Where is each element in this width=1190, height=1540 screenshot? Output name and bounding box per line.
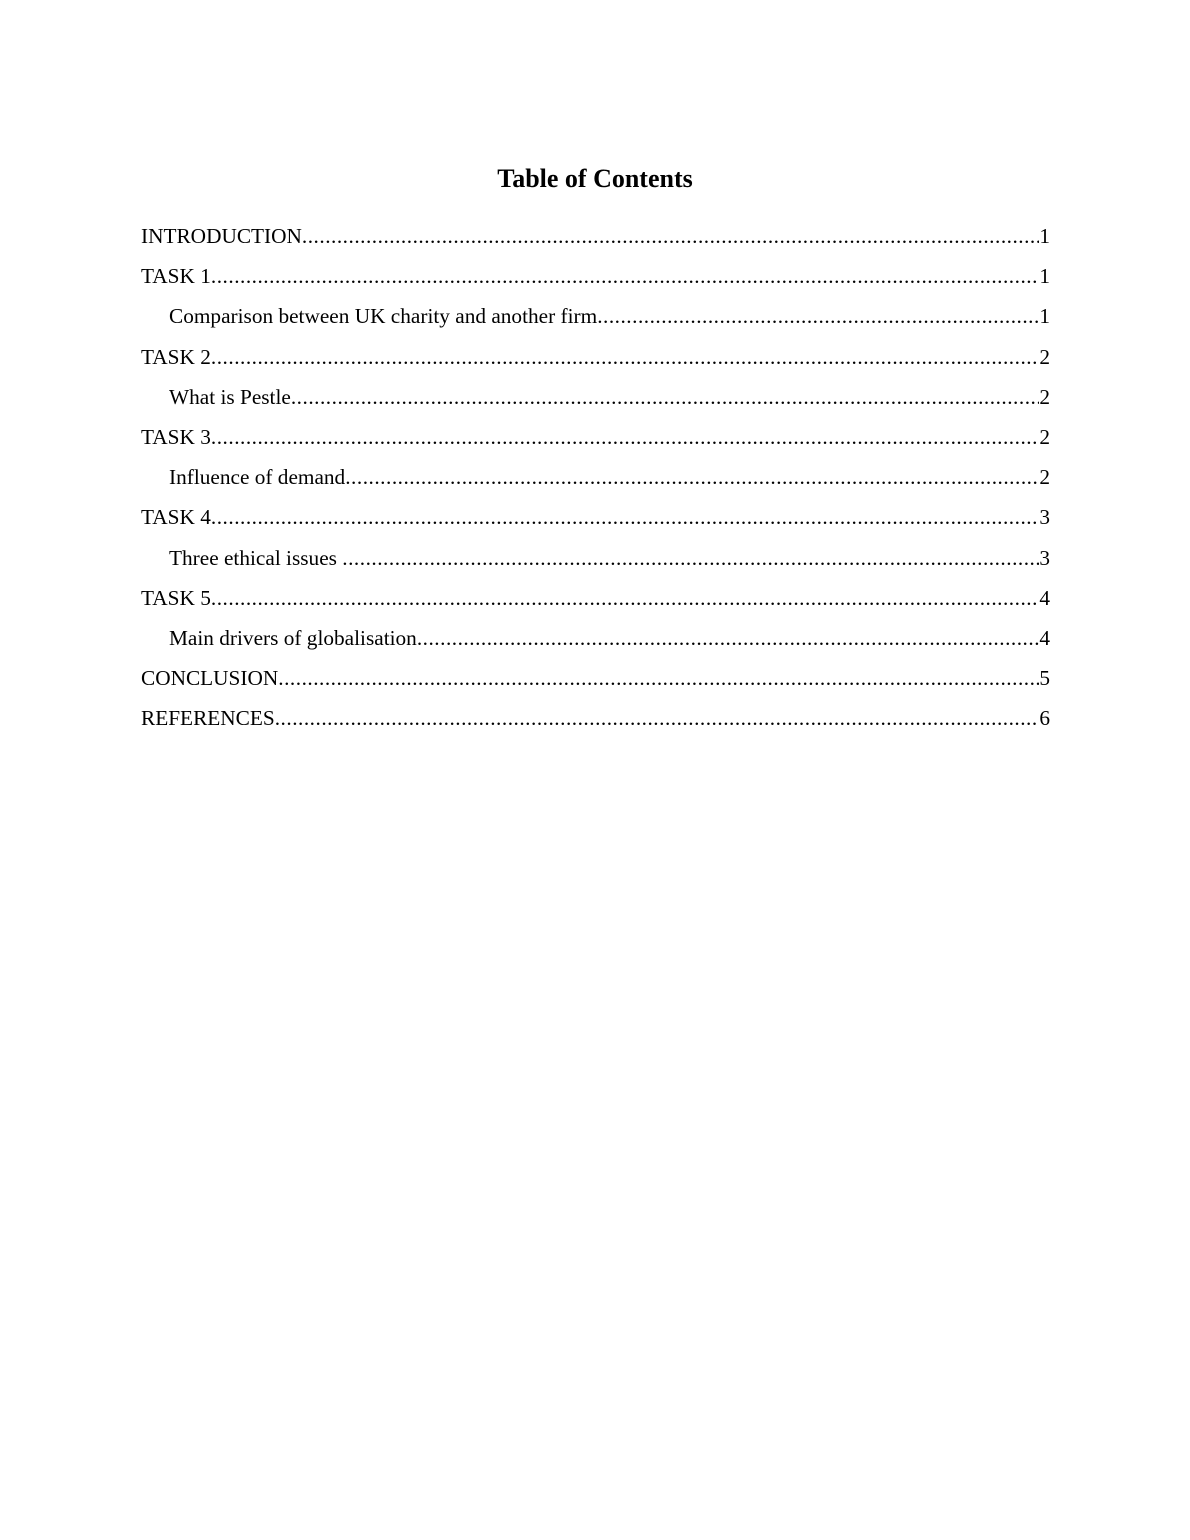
- toc-entry-label: Comparison between UK charity and another firm: [169, 304, 598, 329]
- toc-page-number: 4: [1039, 585, 1050, 610]
- toc-dot-leader: [211, 421, 1039, 453]
- toc-entry-label: TASK 2: [141, 344, 211, 369]
- toc-dot-leader: [211, 501, 1039, 533]
- toc-entry[interactable]: [141, 582, 1050, 622]
- toc-title: Table of Contents: [497, 164, 693, 193]
- toc-page-number: 2: [1039, 424, 1050, 449]
- toc-entry-label: Main drivers of globalisation: [169, 625, 417, 650]
- toc-entry-label: CONCLUSION: [141, 666, 279, 691]
- toc-entry-label: TASK 1: [141, 264, 211, 289]
- toc-dot-leader: [342, 542, 1039, 574]
- toc-entry[interactable]: [141, 421, 1050, 461]
- toc-entry-label: Three ethical issues: [169, 545, 343, 570]
- toc-page-number: 6: [1039, 706, 1050, 731]
- toc-entry-label: TASK 5: [141, 585, 211, 610]
- toc-page-number: 1: [1039, 304, 1050, 329]
- toc-subentry[interactable]: [141, 461, 1050, 501]
- toc-page-number: 2: [1039, 384, 1050, 409]
- toc-dot-leader: [211, 260, 1039, 292]
- toc-page-number: 4: [1039, 625, 1050, 650]
- toc-entry-label: TASK 3: [141, 424, 211, 449]
- toc-subentry[interactable]: [141, 542, 1050, 582]
- toc-entry-label: INTRODUCTION: [141, 224, 302, 248]
- toc-dot-leader: [302, 220, 1039, 252]
- toc-subentry[interactable]: [141, 300, 1050, 340]
- toc-dot-leader: [345, 461, 1039, 493]
- toc-dot-leader: [211, 341, 1039, 373]
- toc-subentry[interactable]: [141, 381, 1050, 421]
- toc-page-number: 3: [1039, 505, 1050, 530]
- toc-entry-label: REFERENCES: [141, 706, 275, 731]
- toc-entry[interactable]: [141, 260, 1050, 300]
- toc-page-number: 2: [1039, 465, 1050, 490]
- toc-entry[interactable]: [141, 220, 1050, 260]
- toc-entry[interactable]: [141, 501, 1050, 541]
- toc-dot-leader: [417, 622, 1040, 654]
- toc-entry-label: Influence of demand: [169, 465, 346, 490]
- toc-entry[interactable]: [141, 702, 1050, 742]
- toc-page-number: 2: [1039, 344, 1050, 369]
- toc-page-number: 1: [1039, 224, 1050, 248]
- toc-entry[interactable]: [141, 662, 1050, 702]
- toc-page-number: 5: [1039, 666, 1050, 691]
- toc-page-number: 3: [1039, 545, 1050, 570]
- toc-list: [141, 220, 1050, 742]
- toc-dot-leader: [291, 381, 1040, 413]
- toc-page-number: 1: [1039, 264, 1050, 289]
- toc-entry[interactable]: [141, 341, 1050, 381]
- toc-dot-leader: [275, 702, 1040, 734]
- toc-entry-label: TASK 4: [141, 505, 211, 530]
- toc-dot-leader: [278, 662, 1039, 694]
- toc-dot-leader: [597, 300, 1039, 332]
- toc-subentry[interactable]: [141, 622, 1050, 662]
- toc-entry-label: What is Pestle: [169, 384, 291, 409]
- toc-dot-leader: [211, 582, 1039, 614]
